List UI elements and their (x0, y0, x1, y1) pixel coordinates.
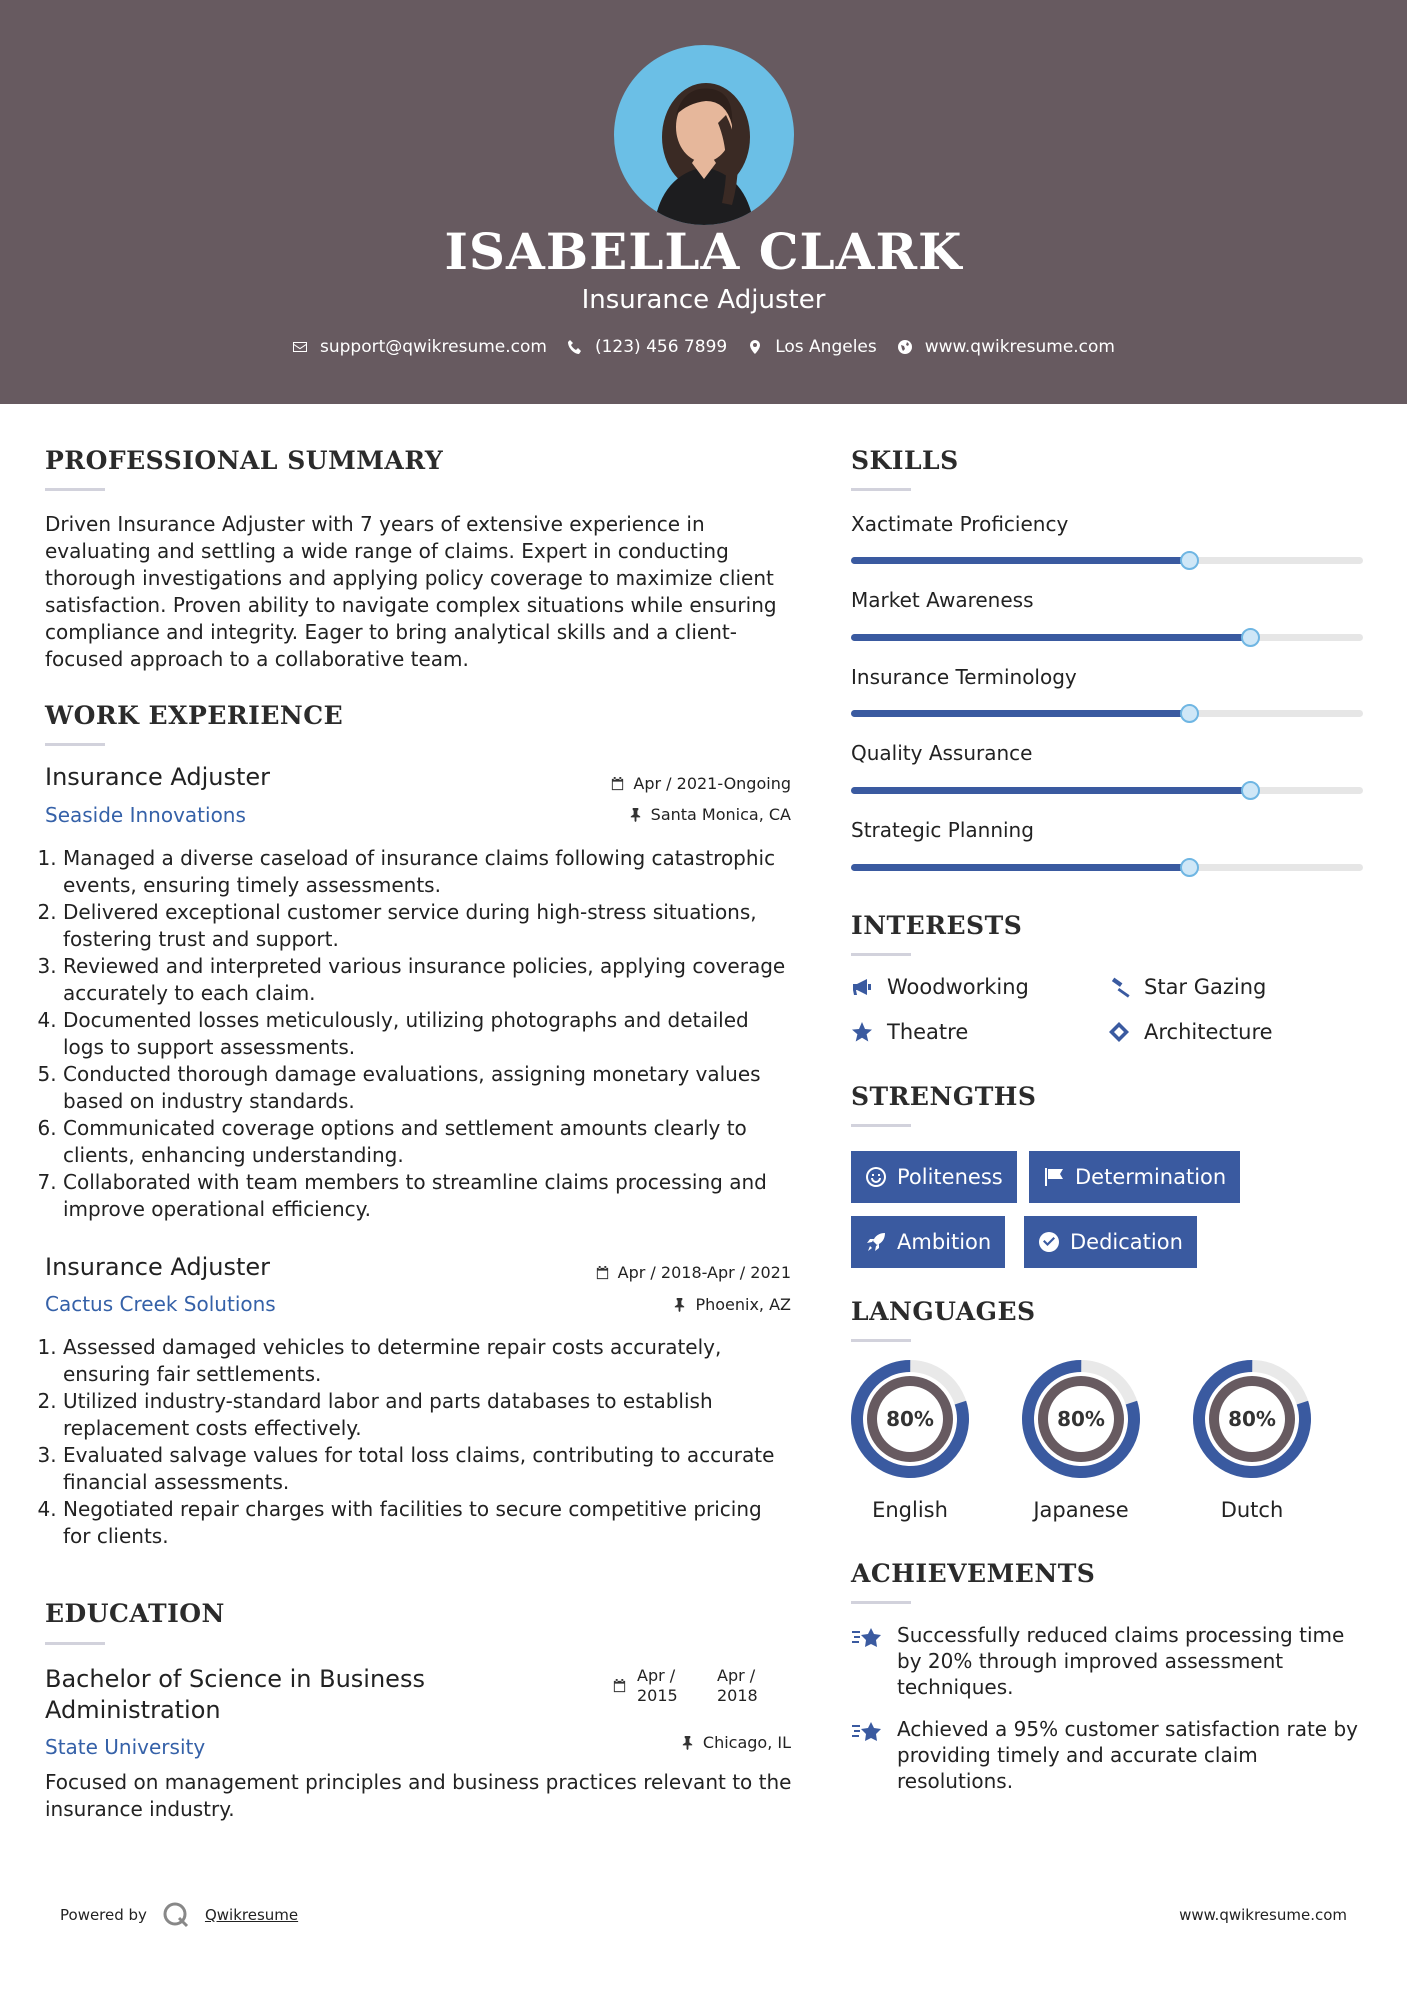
pin-icon (680, 1735, 695, 1750)
education-end: Apr / 2018 (717, 1666, 758, 1705)
contact-phone[interactable] (567, 337, 727, 357)
skill-knob (1180, 551, 1199, 570)
smile-icon (865, 1166, 887, 1188)
list-item: 1. Managed a diverse caseload of insurance claims following catastrophic events, ensuring timely assessments. (63, 845, 795, 899)
list-item: 3. Reviewed and interpreted various insurance policies, applying coverage accurately to each claim. (63, 953, 795, 1007)
language-percent: 80% (1057, 1407, 1105, 1431)
company-name: Seaside Innovations (45, 803, 246, 827)
location-text: Los Angeles (775, 337, 877, 357)
powered-by-text: Powered by (60, 1906, 147, 1924)
strength-badge (851, 1151, 1017, 1203)
star-icon (851, 1021, 873, 1043)
brand-link[interactable]: Qwikresume (204, 1906, 299, 1924)
job-bullets (45, 845, 795, 1223)
interest-label: Architecture (1144, 1020, 1273, 1044)
list-item: 3. Evaluated salvage values for total loss claims, contributing to accurate financial assessments. (63, 1442, 795, 1496)
footer-branding (60, 1900, 298, 1930)
language-ring (849, 1358, 971, 1480)
job-title: Insurance Adjuster (45, 1253, 271, 1281)
profile-photo (614, 45, 794, 225)
language-name: Dutch (1220, 1498, 1284, 1522)
education-location (680, 1733, 791, 1752)
strength-label: Dedication (1070, 1230, 1183, 1254)
heading-divider (851, 488, 911, 491)
summary-text: Driven Insurance Adjuster with 7 years of extensive experience in evaluating and settling a wide range of claims. Expert in conducting thorough investigations and applying policy coverage to maximize client satisfaction. Proven ability to navigate complex situations while ensuring compliance and integrity. Eager to bring analytical skills and a client-focused approach to a collaborative team. (45, 512, 777, 671)
skill-label: Quality Assurance (851, 741, 1033, 765)
skill-fill (851, 710, 1189, 717)
ticket-icon (1108, 1021, 1130, 1043)
skill-fill (851, 864, 1189, 871)
language-name: English (872, 1498, 948, 1522)
skill-knob (1241, 781, 1260, 800)
job-title: Insurance Adjuster (45, 763, 271, 791)
job-dates-text: Apr / 2018-Apr / 2021 (617, 1263, 791, 1282)
school-name: State University (45, 1735, 206, 1759)
check-circle-icon (1038, 1231, 1060, 1253)
achievement-item (851, 1622, 1371, 1700)
skill-bar (851, 557, 1363, 564)
language-name: Japanese (1033, 1498, 1129, 1522)
language-percent: 80% (1228, 1407, 1276, 1431)
calendar-icon (595, 1265, 610, 1280)
skill-fill (851, 634, 1250, 641)
list-item: 5. Conducted thorough damage evaluations, assigning monetary values based on industry standards. (63, 1061, 795, 1115)
summary-heading: PROFESSIONAL SUMMARY (45, 446, 444, 475)
skill-bar (851, 634, 1363, 641)
list-item: 2. Utilized industry-standard labor and parts databases to establish replacement costs effectively. (63, 1388, 795, 1442)
globe-icon (897, 339, 913, 355)
strength-badge (1029, 1151, 1240, 1203)
skill-knob (1180, 704, 1199, 723)
skill-label: Xactimate Proficiency (851, 512, 1069, 536)
list-item: 2. Delivered exceptional customer service during high-stress situations, fostering trust and support. (63, 899, 795, 953)
candidate-name: ISABELLA CLARK (444, 222, 963, 281)
skill-label: Market Awareness (851, 588, 1034, 612)
shooting-star-icon (851, 1718, 883, 1748)
pin-icon (672, 1297, 687, 1312)
email-text: support@qwikresume.com (320, 337, 547, 357)
rocket-icon (865, 1231, 887, 1253)
flag-icon (1043, 1166, 1065, 1188)
company-name: Cactus Creek Solutions (45, 1292, 276, 1316)
contact-website[interactable] (897, 337, 1115, 357)
strength-label: Determination (1075, 1165, 1227, 1189)
achievement-text: Achieved a 95% customer satisfaction rate by providing timely and accurate claim resolutions. (897, 1717, 1358, 1793)
contact-location (747, 337, 877, 357)
education-description: Focused on management principles and business practices relevant to the insurance industry. (45, 1770, 792, 1821)
shooting-star-icon (851, 1624, 883, 1654)
heading-divider (45, 1642, 105, 1645)
interest-label: Theatre (887, 1020, 969, 1044)
map-marker-icon (747, 339, 763, 355)
list-item: 7. Collaborated with team members to streamline claims processing and improve operational efficiency. (63, 1169, 795, 1223)
education-heading: EDUCATION (45, 1599, 225, 1628)
strength-label: Politeness (897, 1165, 1003, 1189)
interests-heading: INTERESTS (851, 911, 1023, 940)
heading-divider (851, 1339, 911, 1342)
job-location (672, 1295, 791, 1314)
job-bullets (45, 1334, 795, 1550)
skill-label: Insurance Terminology (851, 665, 1077, 689)
heading-divider (851, 1601, 911, 1604)
job-dates (610, 774, 791, 793)
skill-fill (851, 787, 1250, 794)
website-text: www.qwikresume.com (924, 337, 1115, 357)
contact-email[interactable] (292, 337, 547, 357)
skill-label: Strategic Planning (851, 818, 1034, 842)
degree-title: Bachelor of Science in Business Administration (45, 1665, 425, 1724)
strengths-heading: STRENGTHS (851, 1082, 1037, 1111)
languages-heading: LANGUAGES (851, 1297, 1036, 1326)
list-item: 6. Communicated coverage options and settlement amounts clearly to clients, enhancing understanding. (63, 1115, 795, 1169)
heading-divider (851, 953, 911, 956)
skill-fill (851, 557, 1189, 564)
skill-knob (1180, 858, 1199, 877)
interest-item (1108, 975, 1266, 999)
envelope-icon (292, 339, 308, 355)
skill-bar (851, 864, 1363, 871)
language-ring (1020, 1358, 1142, 1480)
job-dates-text: Apr / 2021-Ongoing (633, 774, 791, 793)
language-percent: 80% (886, 1407, 934, 1431)
job-location (628, 805, 791, 824)
qwikresume-logo-icon (161, 1900, 191, 1930)
heading-divider (45, 743, 105, 746)
bullhorn-icon (851, 976, 873, 998)
language-ring (1191, 1358, 1313, 1480)
list-item: 4. Negotiated repair charges with facilities to secure competitive pricing for clients. (63, 1496, 795, 1550)
education-location-text: Chicago, IL (702, 1733, 791, 1752)
pin-icon (628, 807, 643, 822)
language-item (849, 1358, 971, 1522)
strength-badge (851, 1216, 1005, 1268)
language-item (1191, 1358, 1313, 1522)
gavel-icon (1108, 976, 1130, 998)
skill-knob (1241, 628, 1260, 647)
heading-divider (851, 1124, 911, 1127)
achievements-heading: ACHIEVEMENTS (851, 1559, 1096, 1588)
job-dates (595, 1263, 791, 1282)
footer-website[interactable]: www.qwikresume.com (1179, 1906, 1347, 1924)
list-item: 4. Documented losses meticulously, utilizing photographs and detailed logs to support assessments. (63, 1007, 795, 1061)
heading-divider (45, 488, 105, 491)
experience-heading: WORK EXPERIENCE (45, 701, 344, 730)
strength-label: Ambition (897, 1230, 992, 1254)
calendar-icon (612, 1678, 627, 1693)
skill-bar (851, 787, 1363, 794)
achievement-item (851, 1716, 1371, 1794)
calendar-icon (610, 776, 625, 791)
skills-heading: SKILLS (851, 446, 959, 475)
phone-text: (123) 456 7899 (594, 337, 728, 357)
job-location-text: Phoenix, AZ (695, 1295, 791, 1314)
interest-item (851, 1020, 968, 1044)
phone-icon (567, 339, 583, 355)
interest-label: Woodworking (887, 975, 1029, 999)
education-dates (612, 1666, 767, 1706)
contact-bar (0, 337, 1407, 357)
job-location-text: Santa Monica, CA (650, 805, 791, 824)
interest-item (851, 975, 1029, 999)
language-item (1020, 1358, 1142, 1522)
interest-item (1108, 1020, 1273, 1044)
interest-label: Star Gazing (1144, 975, 1267, 999)
list-item: 1. Assessed damaged vehicles to determine repair costs accurately, ensuring fair settlements. (63, 1334, 795, 1388)
skill-bar (851, 710, 1363, 717)
education-start: Apr / 2015 (637, 1666, 678, 1705)
strength-badge (1024, 1216, 1197, 1268)
candidate-role: Insurance Adjuster (581, 285, 826, 315)
resume-header (0, 0, 1407, 404)
achievement-text: Successfully reduced claims processing time by 20% through improved assessment techniques. (897, 1623, 1345, 1699)
